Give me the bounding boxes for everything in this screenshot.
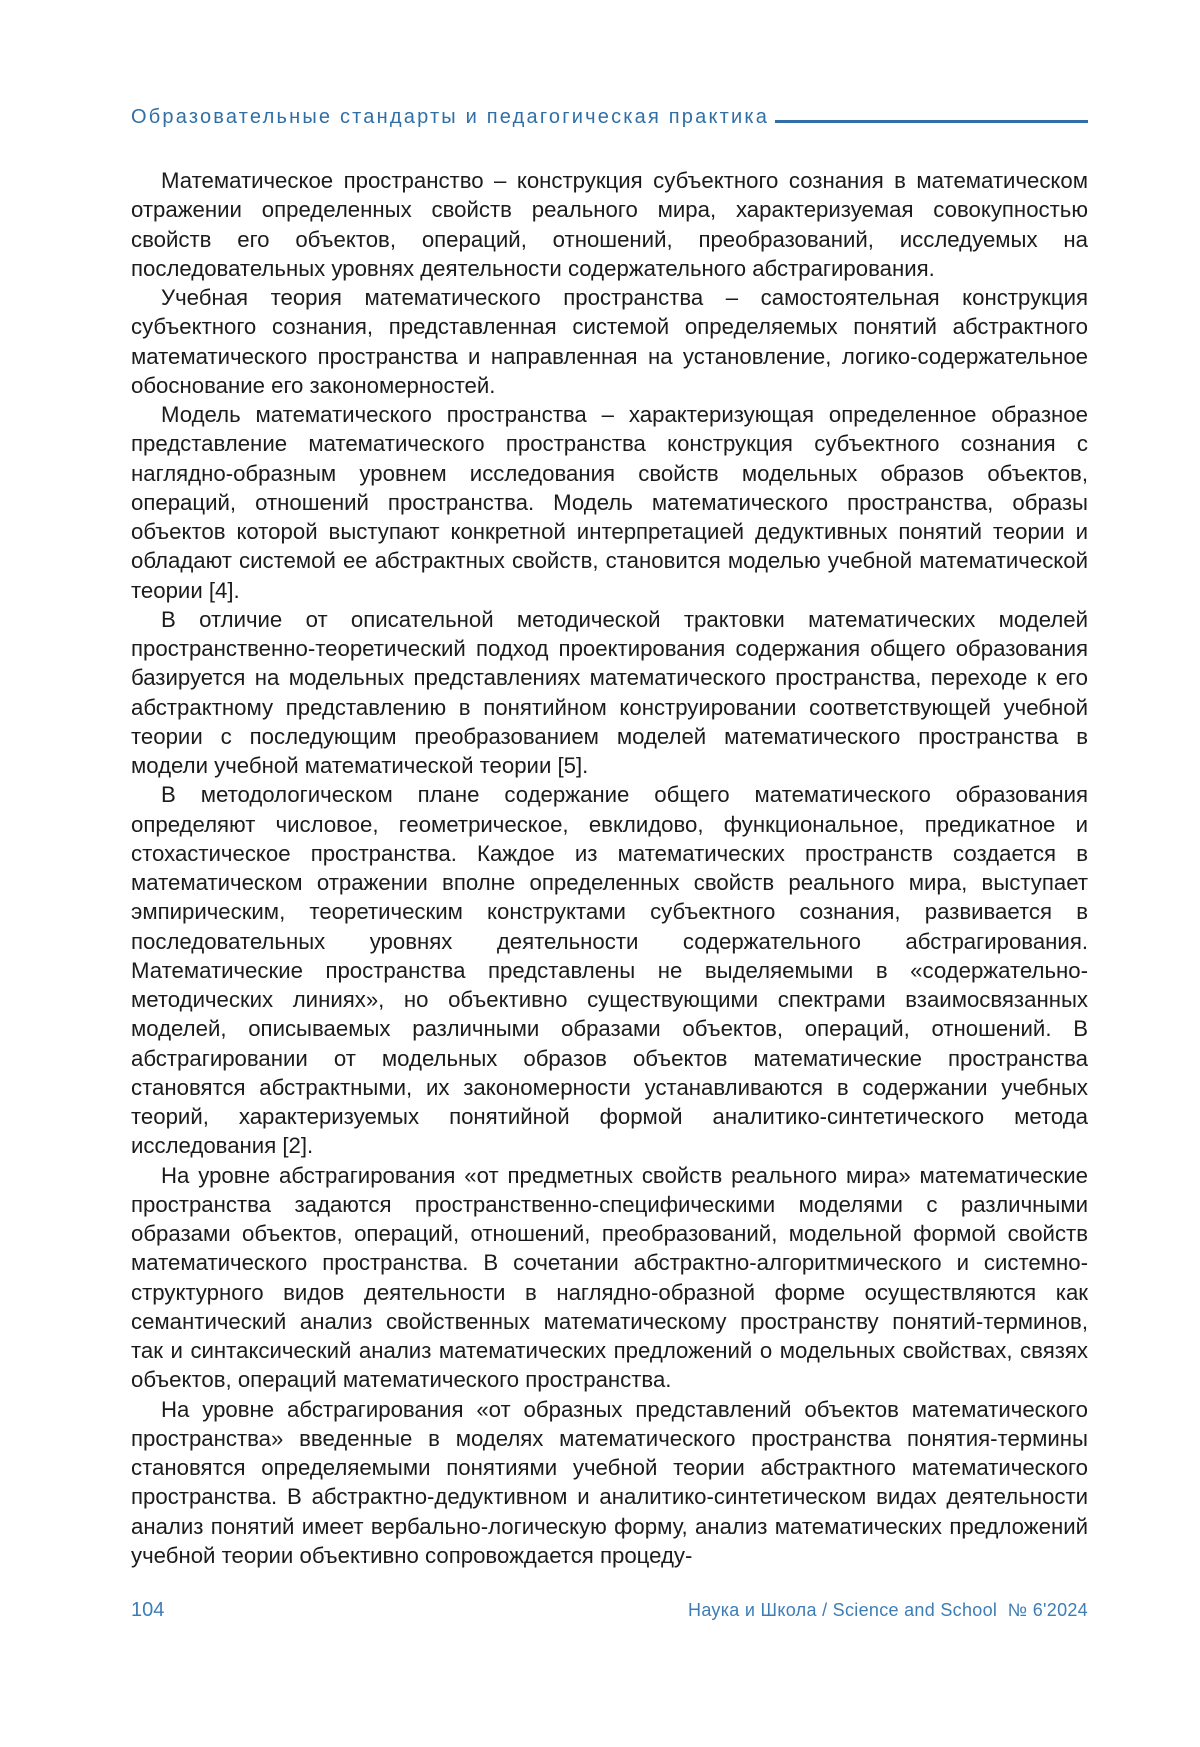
header-rule	[775, 120, 1088, 123]
section-title: Образовательные стандарты и педагогическая практика	[131, 105, 770, 128]
paragraph: В отличие от описательной методической трактовки математических моделей пространственно-теоретический подход проектирования содержания общего образования базируется на модельных представлениях математического пространства, переходе к его абстрактному представлению в понятийном конструировании соответствующей учебной теории с последующим преобразованием моделей математического пространства в модели учебной математической теории [5].	[131, 606, 1088, 778]
issue-number: № 6'2024	[1007, 1599, 1088, 1620]
paragraph: На уровне абстрагирования «от предметных свойств реального мира» математические пространства задаются пространственно-специфическими моделями с различными образами объектов, операций, отношений, преобразований, модельной формой свойств математического пространства. В сочетании абстрактно-алгоритмического и системно-структурного видов деятельности в наглядно-образной форме осуществляются как семантический анализ свойственных математическому пространству понятий-терминов, так и синтаксический анализ математических предложений о модельных свойствах, связях объектов, операций математического пространства.	[131, 1162, 1088, 1393]
journal-name: Наука и Школа / Science and School	[688, 1599, 998, 1620]
paragraph: Модель математического пространства – характеризующая определенное образное представление математического пространства конструкция субъектного сознания с наглядно-образным уровнем исследования свойств модельных образов объектов, операций, отношений пространства. Модель математического пространства, образы объектов которой выступают конкретной интерпретацией дедуктивных понятий теории и обладают системой ее абстрактных свойств, становится моделью учебной математической теории [4].	[131, 402, 1088, 603]
paragraph: В методологическом плане содержание общего математического образования определяют числовое, геометрическое, евклидово, функциональное, предикатное и стохастическое пространства. Каждое из математических пространств создается в математическом отражении вполне определенных свойств реального мира, выступает эмпирическим, теоретическим конструктами субъектного сознания, развивается в последовательных уровнях деятельности содержательного абстрагирования. Математические пространства представлены не выделяемыми в «содержательно-методических линиях», но объективно существующими спектрами взаимосвязанных моделей, описываемых различными образами объектов, операций, отношений. В абстрагировании от модельных образов объектов математические пространства становятся абстрактными, их закономерности устанавливаются в содержании учебных теорий, характеризуемых понятийной формой аналитико-синтетического метода исследования [2].	[131, 782, 1088, 1159]
paragraph: Математическое пространство – конструкция субъектного сознания в математическом отражении определенных свойств реального мира, характеризуемая совокупностью свойств его объектов, операций, отношений, преобразований, исследуемых на последовательных уровнях деятельности содержательного абстрагирования.	[131, 168, 1088, 281]
running-header	[131, 103, 1088, 131]
paragraph: Учебная теория математического пространства – самостоятельная конструкция субъектного сознания, представленная системой определяемых понятий абстрактного математического пространства и направленная на установление, логико-содержательное обоснование его закономерностей.	[131, 285, 1088, 398]
paragraph: На уровне абстрагирования «от образных представлений объектов математического пространства» введенные в моделях математического пространства понятия-термины становятся определяемыми понятиями учебной теории абстрактного математического пространства. В абстрактно-дедуктивном и аналитико-синтетическом видах деятельности анализ понятий имеет вербально-логическую форму, анализ математических предложений учебной теории объективно сопровождается процеду-	[131, 1396, 1088, 1568]
article-body	[131, 166, 1088, 1570]
journal-info	[688, 1600, 1088, 1621]
page-number: 104	[131, 1598, 165, 1621]
page-footer	[131, 1595, 1088, 1625]
